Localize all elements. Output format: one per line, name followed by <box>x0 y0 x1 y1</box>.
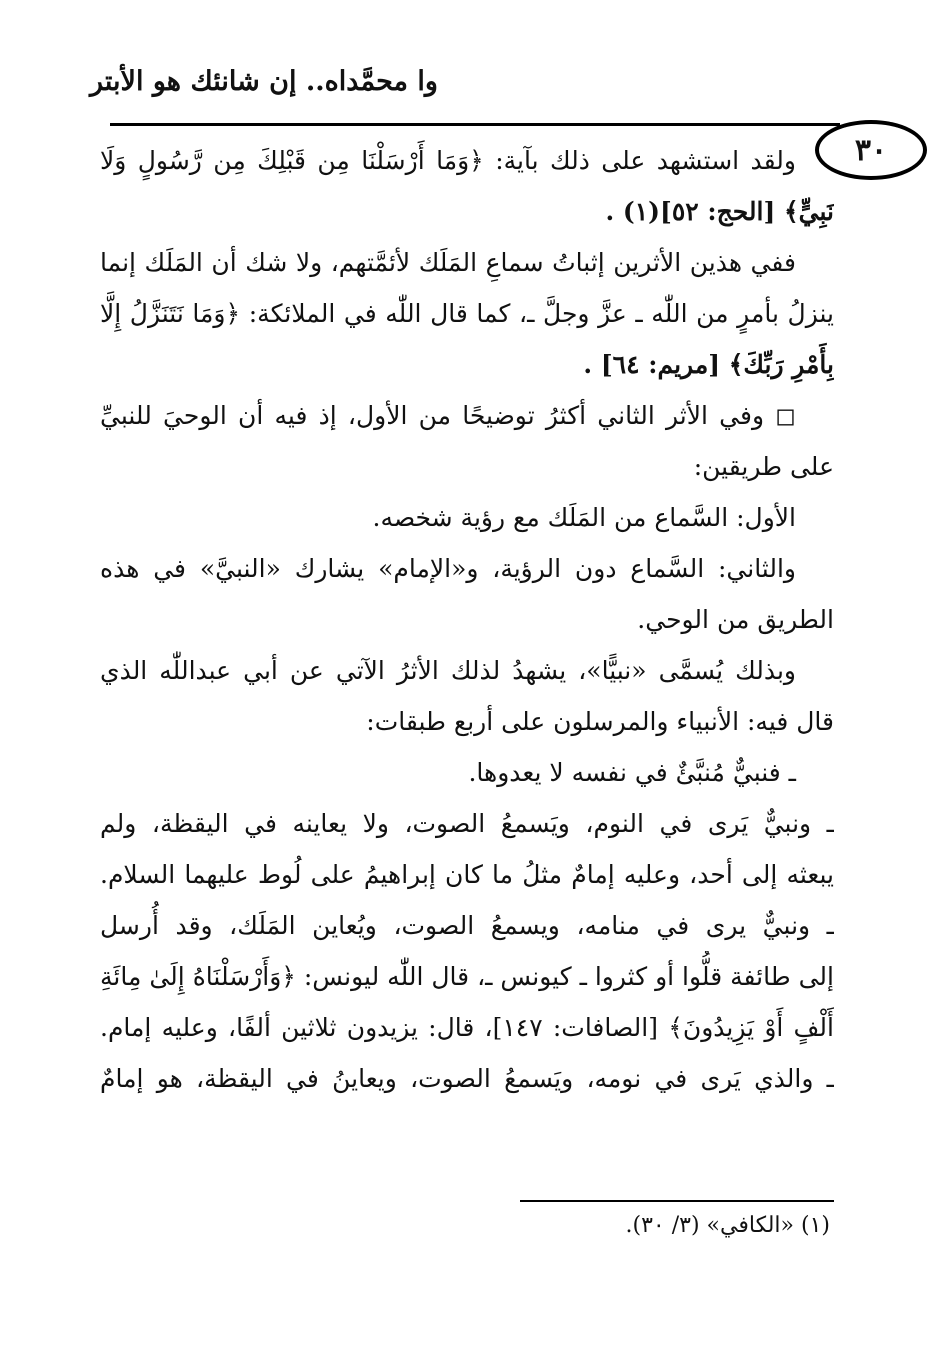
text-line: إلى طائفة قلُّوا أو كثروا ـ كيونس ـ، قال اللّٰه ليونس: ﴿وَأَرْسَلْنَاهُ إِلَىٰ مِائَةِ <box>100 962 834 991</box>
header-divider <box>110 123 840 126</box>
text-line: أَلْفٍ أَوْ يَزِيدُونَ﴾ [الصافات: ١٤٧]، قال: يزيدون ثلاثين ألفًا، وعليه إمام. <box>100 1013 834 1042</box>
text-line: ـ فنبيٌّ مُنبَّئٌ في نفسه لا يعدوها. <box>468 758 796 787</box>
text-line: قال فيه: الأنبياء والمرسلون على أربع طبقات: <box>366 707 834 736</box>
footnote-divider <box>520 1200 834 1202</box>
text-line: الأول: السَّماع من المَلَك مع رؤية شخصه. <box>372 503 796 532</box>
text-line: والثاني: السَّماع دون الرؤية، و«الإمام» يشارك «النبيَّ» في هذه <box>100 554 796 583</box>
text-line: ◻ وفي الأثر الثاني أكثرُ توضيحًا من الأول، إذ فيه أن الوحيَ للنبيِّ <box>100 401 796 430</box>
text-line: ـ ونبيٌّ يرى في منامه، ويسمعُ الصوت، ويُعاين المَلَك، وقد أُرسل <box>100 911 834 940</box>
running-title: وا محمَّداه.. إن شانئك هو الأبتر <box>90 66 438 97</box>
page-number: ٣٠ <box>815 120 927 180</box>
text-line: ـ ونبيٌّ يَرى في النوم، ويَسمعُ الصوت، ولا يعاينه في اليقظة، ولم <box>100 809 834 838</box>
text-line: ـ والذي يَرى في نومه، ويَسمعُ الصوت، ويعاينُ في اليقظة، هو إمامٌ <box>100 1064 834 1093</box>
text-line: الطريق من الوحي. <box>637 605 834 634</box>
body-text <box>100 135 834 1104</box>
footnote: (١) «الكافي» (٣/ ٣٠). <box>625 1213 830 1238</box>
text-line: يبعثه إلى أحد، وعليه إمامٌ مثلُ ما كان إبراهيمُ على لُوط عليهما السلام. <box>100 860 834 889</box>
text-line: ينزلُ بأمرٍ من اللّٰه ـ عزَّ وجلَّ ـ، كما قال اللّٰه في الملائكة: ﴿وَمَا نَتَنَزَّلُ إِلَّا <box>100 299 834 328</box>
text-line: ولقد استشهد على ذلك بآية: ﴿وَمَا أَرْسَلْنَا مِن قَبْلِكَ مِن رَّسُولٍ وَلَا <box>100 146 796 175</box>
text-line: بِأَمْرِ رَبِّكَ﴾ [مريم: ٦٤] . <box>583 350 834 379</box>
text-line: وبذلك يُسمَّى «نبيًّا»، يشهدُ لذلك الأثرُ الآتي عن أبي عبداللّٰه الذي <box>100 656 796 685</box>
text-line: نَبِيٍّ﴾ [الحج: ٥٢](١) . <box>605 197 834 226</box>
text-line: على طريقين: <box>693 452 834 481</box>
text-line: ففي هذين الأثرين إثباتُ سماعِ المَلَك لأئمَّتهم، ولا شك أن المَلَك إنما <box>100 248 796 277</box>
